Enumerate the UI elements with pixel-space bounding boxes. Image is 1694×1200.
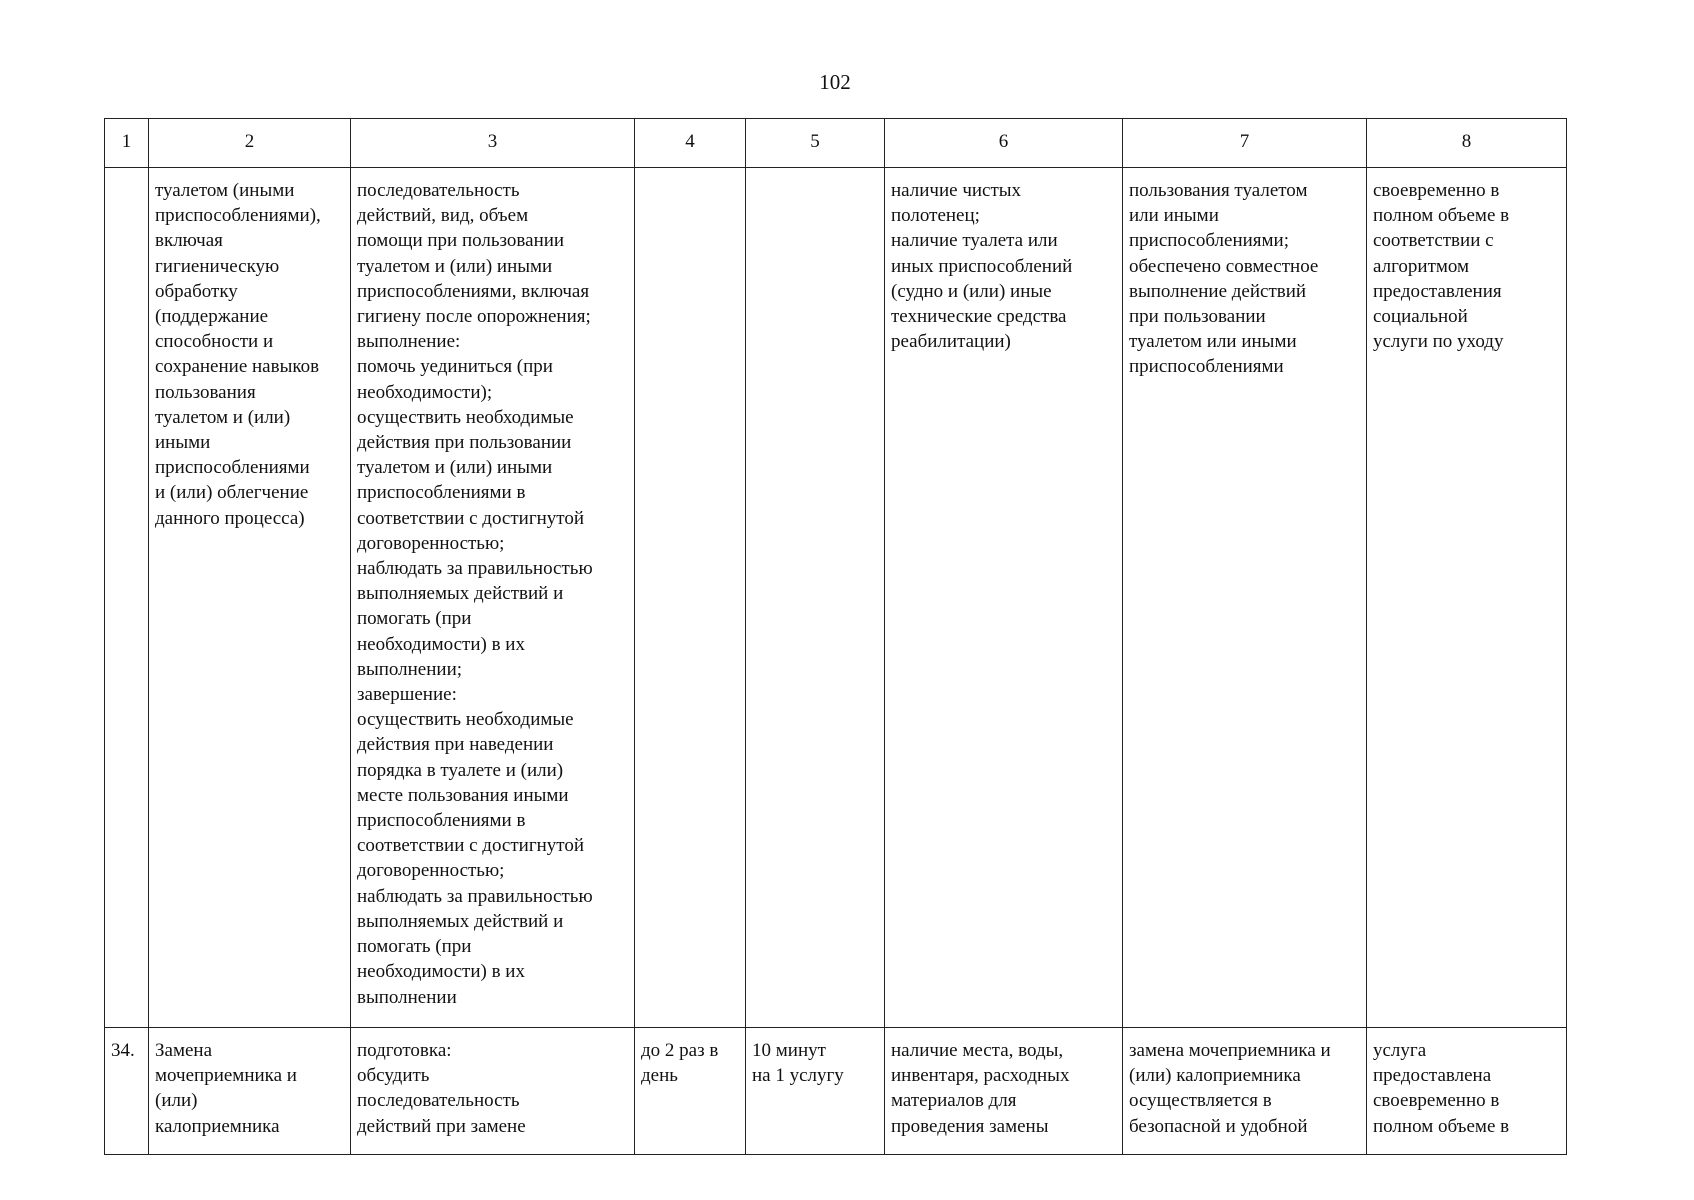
cell-service-name: Замена мочеприемника и (или) калоприемника <box>149 1028 351 1155</box>
header-row <box>105 119 1567 168</box>
cell-quality-indicators: замена мочеприемника и (или) калоприемника осуществляется в безопасной и удобной <box>1123 1028 1367 1155</box>
cell-frequency <box>635 168 746 1028</box>
page-number: 102 <box>819 70 851 94</box>
cell-service-description: последовательность действий, вид, объем помощи при пользовании туалетом и (или) иными приспособлениями, включая гигиену после опорожнения; выполнение: помочь уединиться (при необходимости); осуществить необходимые действия при пользовании туалетом и (или) иными приспособлениями в соответствии с достигнутой договоренностью; наблюдать за правильностью выполняемых действий и помогать (при необходимости) в их выполнении; завершение: осуществить необходимые действия при наведении порядка в туалете и (или) месте пользования иными приспособлениями в соответствии с достигнутой договоренностью; наблюдать за правильностью выполняемых действий и помогать (при необходимости) в их выполнении <box>351 168 635 1028</box>
cell-assessment: своевременно в полном объеме в соответствии с алгоритмом предоставления социальной услуги по уходу <box>1367 168 1567 1028</box>
cell-assessment: услуга предоставлена своевременно в полном объеме в <box>1367 1028 1567 1155</box>
cell-frequency: до 2 раз в день <box>635 1028 746 1155</box>
header-cell-3: 3 <box>351 119 635 168</box>
cell-number <box>105 168 149 1028</box>
header-cell-8: 8 <box>1367 119 1567 168</box>
table-row <box>105 1028 1567 1155</box>
cell-service-description: подготовка: обсудить последовательность действий при замене <box>351 1028 635 1155</box>
cell-duration <box>746 168 885 1028</box>
cell-service-name: туалетом (иными приспособлениями), включая гигиеническую обработку (поддержание способности и сохранение навыков пользования туалетом и (или) иными приспособлениями и (или) облегчение данного процесса) <box>149 168 351 1028</box>
table-row <box>105 168 1567 1028</box>
header-cell-6: 6 <box>885 119 1123 168</box>
header-cell-2: 2 <box>149 119 351 168</box>
header-cell-5: 5 <box>746 119 885 168</box>
cell-number: 34. <box>105 1028 149 1155</box>
cell-conditions: наличие чистых полотенец; наличие туалета или иных приспособлений (судно и (или) иные технические средства реабилитации) <box>885 168 1123 1028</box>
cell-duration: 10 минут на 1 услугу <box>746 1028 885 1155</box>
header-cell-4: 4 <box>635 119 746 168</box>
header-cell-7: 7 <box>1123 119 1367 168</box>
services-table <box>104 118 1567 1155</box>
cell-conditions: наличие места, воды, инвентаря, расходных материалов для проведения замены <box>885 1028 1123 1155</box>
header-cell-1: 1 <box>105 119 149 168</box>
cell-quality-indicators: пользования туалетом или иными приспособлениями; обеспечено совместное выполнение действий при пользовании туалетом или иными приспособлениями <box>1123 168 1367 1028</box>
